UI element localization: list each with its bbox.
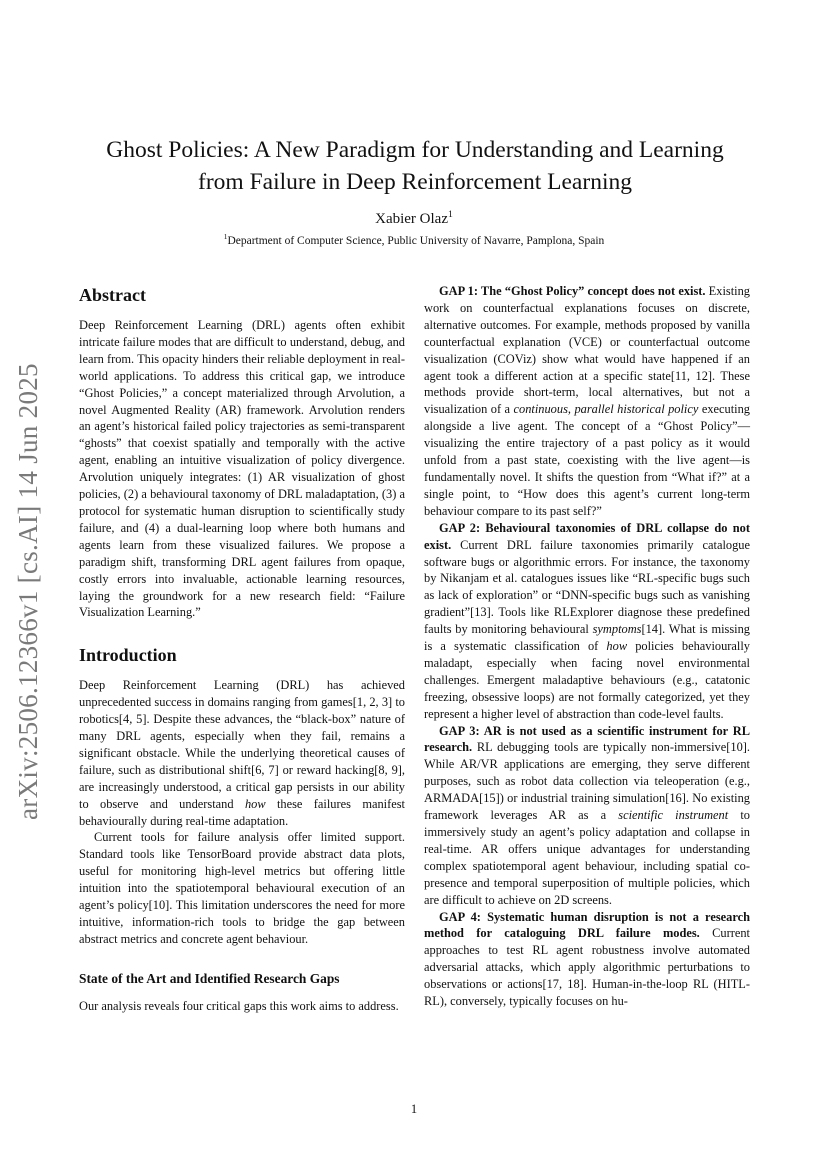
gap-2-text-b: [14]. What is missing is a systematic classification of — [424, 622, 750, 654]
gap-3-emphasis: scientific instrument — [618, 808, 729, 823]
gap-3-text-a: RL debugging tools are typically non-immersive[10]. While AR/VR applications are emerging, they serve different purposes, such as robot data collection via teleoperation (e.g., ARMADA[15]) or industrial training simulation[16]. No existing framework leverages AR as a — [424, 740, 750, 823]
gap-3-title: GAP 3: AR is not used as a scientific instrument for RL research. — [424, 723, 750, 755]
abstract-heading: Abstract — [79, 285, 146, 305]
author-name: Xabier Olaz — [375, 211, 448, 227]
arxiv-identifier-stamp: arXiv:2506.12366v1 [cs.AI] 14 Jun 2025 — [13, 363, 43, 820]
gap-4-title: GAP 4: Systematic human disruption is not a research method for cataloguing DRL failure modes. — [424, 909, 750, 941]
introduction-p1-part-b: these failures manifest behaviourally during real-time adaptation. — [79, 796, 405, 828]
gap-2-paragraph — [424, 520, 750, 723]
gap-3-text-b: to immersively study an agent’s policy adaptation and collapse in real-time. AR offers unique advantages for understanding complex spatiotemporal agent behaviour, including spatial co-presence and temporal superposition of multiple policies, which are difficult to achieve on 2D screens. — [424, 808, 750, 907]
author-affiliation-marker: 1 — [448, 209, 453, 220]
left-column — [79, 283, 405, 1015]
gap-2-title: GAP 2: Behavioural taxonomies of DRL collapse do not exist. — [424, 520, 750, 552]
affiliation-line — [0, 232, 828, 247]
gap-4-paragraph — [424, 909, 750, 1010]
gap-1-paragraph — [424, 283, 750, 520]
gap-2-emphasis-2: how — [606, 639, 628, 654]
gap-2-text-c: policies behaviourally maladapt, especially when facing novel environmental challenges. Emergent maladaptive behaviours (e.g., catatonic freezing, obsessive loops) are not formally categorized, yet they represent a higher level of abstraction than code-level faults. — [424, 639, 751, 721]
paper-title — [60, 134, 770, 198]
abstract-text: Deep Reinforcement Learning (DRL) agents often exhibit intricate failure modes that are difficult to understand, debug, and learn from. This opacity hinders their reliable deployment in real-world applications. To address this critical gap, we introduce “Ghost Policies,” a concept materialized through Arvolution, a novel Augmented Reality (AR) framework. Arvolution renders an agent’s historical failed policy trajectories as semi-transparent “ghosts” that coexist spatially and temporally with the active agent, enabling an intuitive visualization of policy divergence. Arvolution uniquely integrates: (1) AR visualization of ghost policies, (2) a behavioural taxonomy of DRL maladaptation, (3) a protocol for systematic human disruption to scientifically study failure, and (4) a dual-learning loop where both humans and agents learn from these visualized failures. We propose a paradigm shift, transforming DRL agent failures from opaque, costly errors into invaluable, actionable learning resources, laying the groundwork for a new research field: “Failure Visualization Learning.” — [79, 318, 405, 620]
introduction-p1-part-a: Deep Reinforcement Learning (DRL) has achieved unprecedented success in domains ranging from games[1, 2, 3] to robotics[4, 5]. Despite these advances, the “black-box” nature of many DRL agents, especially when they fail, remains a significant obstacle. While the underlying theoretical causes of failure, such as distributional shift[6, 7] or reward hacking[8, 9], are increasingly understood, a critical gap persists in our ability to observe and understand — [79, 678, 405, 811]
gap-1-text-b: executing alongside a live agent. The concept of a “Ghost Policy”—visualizing the entire trajectory of a past policy as it would unfold from a past state, coexisting with the live agent—is fundamentally novel. It shifts the question from “What if?” at a single point, to “How does this agent’s current long-term behaviour compare to its past self?” — [424, 402, 750, 518]
paper-title-line-2: from Failure in Deep Reinforcement Learning — [198, 169, 632, 195]
gap-2-emphasis-1: symptoms — [592, 622, 642, 637]
affiliation-marker: 1 — [223, 232, 228, 242]
state-of-art-text: Our analysis reveals four critical gaps this work aims to address. — [79, 998, 399, 1013]
gap-1-emphasis: continuous, parallel historical policy — [513, 402, 699, 417]
paper-title-line-1: Ghost Policies: A New Paradigm for Understanding and Learning — [106, 137, 724, 163]
right-column — [424, 283, 750, 1010]
gap-1-title: GAP 1: The “Ghost Policy” concept does not exist. — [439, 284, 706, 298]
introduction-paragraph-1 — [79, 677, 405, 829]
gap-2-text-a: Current DRL failure taxonomies primarily catalogue software bugs or algorithmic errors. For instance, the taxonomy by Nikanjam et al. catalogues issues like “RL-specific bugs such as lack of exploration” or “DNN-specific bugs such as vanishing gradient”[13]. Tools like RLExplorer diagnose these predefined faults by monitoring behavioural — [424, 537, 750, 637]
gap-1-text-a: Existing work on counterfactual explanations focuses on discrete, alternative outcomes. For example, methods proposed by vanilla counterfactual explanation (VCE) or counterfactual outcome visualization (COViz) show what would have happened if an agent took a different action at a specific state[11, 12]. These methods provide short-term, local alternatives, but not a visualization of a — [424, 284, 750, 417]
introduction-p1-emphasis: how — [244, 796, 266, 811]
author-line — [0, 211, 828, 228]
introduction-heading: Introduction — [79, 645, 177, 666]
introduction-paragraph-2: Current tools for failure analysis offer limited support. Standard tools like TensorBoard provide abstract data plots, useful for monitoring high-level metrics but offering little intuition into the spatiotemporal behavioural execution of an agent’s policy[10]. This limitation underscores the need for more intuitive, information-rich tools to bridge the gap between abstract metrics and concrete agent behaviour. — [79, 830, 405, 946]
page-number: 1 — [410, 1102, 418, 1116]
gap-3-paragraph — [424, 723, 750, 909]
gap-4-text-a: Current approaches to test RL agent robustness involve automated adversarial attacks, which apply algorithmic perturbations to observations or actions[17, 18]. Human-in-the-loop RL (HITL-RL), conversely, typically focuses on hu- — [424, 926, 750, 1009]
affiliation-text: Department of Computer Science, Public University of Navarre, Pamplona, Spain — [227, 235, 605, 247]
state-of-art-heading: State of the Art and Identified Research Gaps — [79, 970, 340, 986]
